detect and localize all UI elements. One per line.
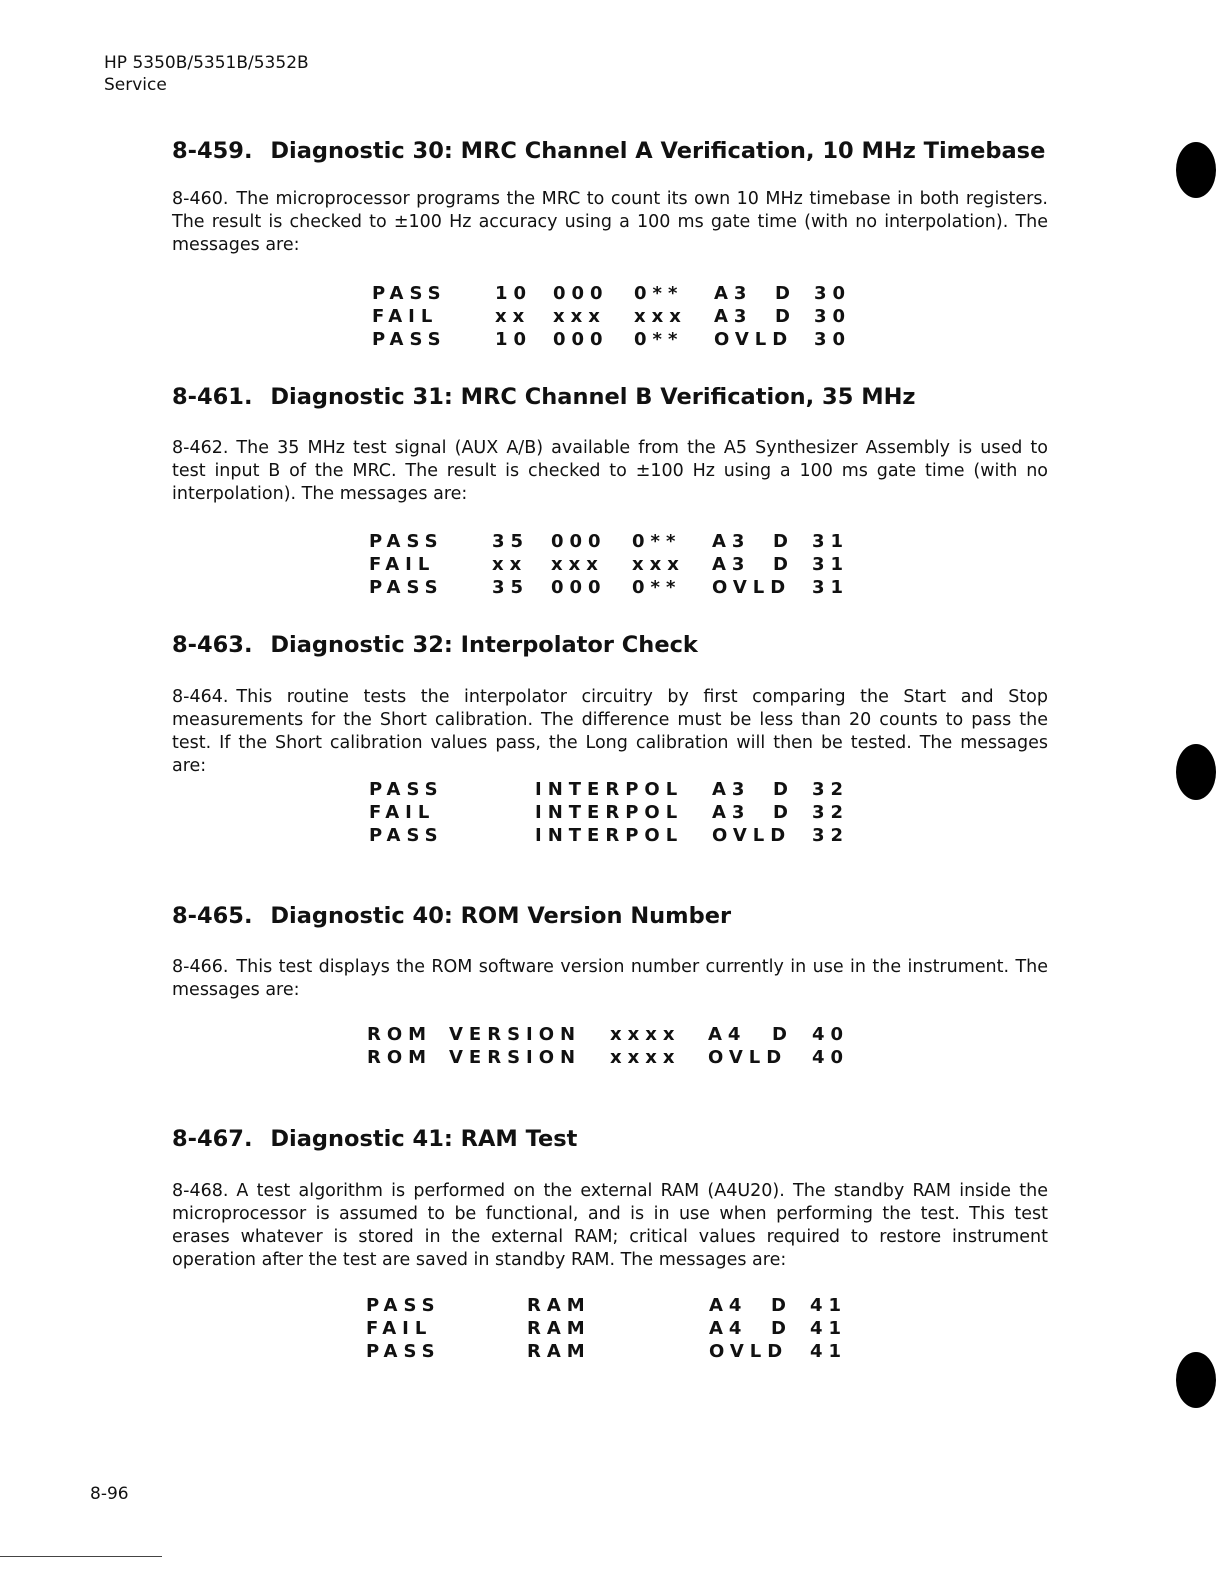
message-cell: A3 <box>714 283 753 304</box>
message-cell: 000 <box>551 577 607 598</box>
message-cell: 40 <box>812 1024 850 1045</box>
section-title: Diagnostic 41: RAM Test <box>270 1126 578 1152</box>
section-paragraph <box>172 188 1048 257</box>
message-cell: OVLD <box>714 329 794 350</box>
message-cell: D <box>775 283 796 304</box>
message-cell: RAM <box>527 1295 591 1316</box>
message-cell: 000 <box>551 531 607 552</box>
message-cell: INTERPOL <box>535 825 684 846</box>
message-cell: ROM <box>367 1047 433 1068</box>
section-heading <box>172 1126 577 1152</box>
message-cell: A3 <box>712 531 751 552</box>
message-cell: FAIL <box>369 554 436 575</box>
message-cell: 30 <box>814 329 852 350</box>
message-cell: 30 <box>814 306 852 327</box>
message-cell: PASS <box>369 825 444 846</box>
message-cell: 31 <box>812 554 850 575</box>
message-cell: A3 <box>712 779 751 800</box>
section-heading <box>172 138 1045 164</box>
message-cell: D <box>773 531 794 552</box>
message-cell: INTERPOL <box>535 802 684 823</box>
message-cell: PASS <box>366 1295 441 1316</box>
message-cell: 32 <box>812 825 850 846</box>
paragraph-text: The 35 MHz test signal (AUX A/B) available from the A5 Synthesizer Assembly is used to test input B of the MRC. The result is checked to ±100 Hz using a 100 ms gate time (with no interpolation). The messages are: <box>172 438 1048 504</box>
message-cell: 32 <box>812 802 850 823</box>
section-paragraph <box>172 686 1048 778</box>
message-cell: xxxx <box>610 1024 681 1045</box>
message-cell: RAM <box>527 1341 591 1362</box>
message-cell: 32 <box>812 779 850 800</box>
paragraph-number: 8-466. <box>172 957 229 977</box>
message-cell: xx <box>492 554 528 575</box>
message-cell: OVLD <box>712 577 792 598</box>
message-cell: 35 <box>492 531 530 552</box>
message-cell: PASS <box>369 577 444 598</box>
message-cell: INTERPOL <box>535 779 684 800</box>
paragraph-text: The microprocessor programs the MRC to count its own 10 MHz timebase in both registers. The result is checked to ±100 Hz accuracy using a 100 ms gate time (with no interpolation). The messages are: <box>172 189 1048 255</box>
message-cell: VERSION <box>449 1047 582 1068</box>
message-cell: 40 <box>812 1047 850 1068</box>
message-cell: OVLD <box>709 1341 789 1362</box>
section-number: 8-463. <box>172 632 253 658</box>
message-cell: xxx <box>634 306 687 327</box>
binder-hole-mark <box>1176 1352 1216 1408</box>
paragraph-number: 8-468. <box>172 1181 229 1201</box>
section-paragraph <box>172 956 1048 1002</box>
message-cell: 41 <box>810 1295 848 1316</box>
paragraph-number: 8-460. <box>172 189 229 209</box>
section-title: Diagnostic 30: MRC Channel A Verification, 10 MHz Timebase <box>270 138 1046 164</box>
message-cell: A4 <box>708 1024 747 1045</box>
section-title: Diagnostic 40: ROM Version Number <box>270 903 732 929</box>
message-cell: 31 <box>812 531 850 552</box>
message-cell: PASS <box>369 531 444 552</box>
message-cell: D <box>773 779 794 800</box>
message-cell: PASS <box>366 1341 441 1362</box>
message-cell: 31 <box>812 577 850 598</box>
message-cell: A4 <box>709 1295 748 1316</box>
message-cell: A3 <box>712 554 751 575</box>
message-cell: A4 <box>709 1318 748 1339</box>
message-cell: 10 <box>495 329 533 350</box>
message-cell: 000 <box>553 329 609 350</box>
section-number: 8-467. <box>172 1126 253 1152</box>
header-model: HP 5350B/5351B/5352B <box>104 53 309 73</box>
message-cell: 0** <box>632 531 682 552</box>
message-cell: xxx <box>553 306 606 327</box>
message-cell: RAM <box>527 1318 591 1339</box>
message-cell: OVLD <box>708 1047 788 1068</box>
message-cell: FAIL <box>369 802 436 823</box>
footer-rule <box>0 1556 162 1557</box>
message-cell: D <box>775 306 796 327</box>
message-cell: 0** <box>632 577 682 598</box>
message-cell: 30 <box>814 283 852 304</box>
message-cell: D <box>773 802 794 823</box>
message-cell: 10 <box>495 283 533 304</box>
message-cell: FAIL <box>372 306 439 327</box>
section-heading <box>172 903 731 929</box>
message-cell: D <box>771 1295 792 1316</box>
section-paragraph <box>172 1180 1048 1272</box>
page-number: 8-96 <box>90 1484 129 1504</box>
message-cell: PASS <box>369 779 444 800</box>
message-cell: 0** <box>634 283 684 304</box>
message-cell: A3 <box>712 802 751 823</box>
paragraph-text: This test displays the ROM software version number currently in use in the instrument. The messages are: <box>172 957 1048 1000</box>
message-cell: ROM <box>367 1024 433 1045</box>
section-number: 8-461. <box>172 384 253 410</box>
message-cell: 000 <box>553 283 609 304</box>
message-cell: xxx <box>632 554 685 575</box>
paragraph-number: 8-462. <box>172 438 229 458</box>
message-cell: 41 <box>810 1318 848 1339</box>
section-title: Diagnostic 32: Interpolator Check <box>270 632 698 658</box>
message-cell: xxxx <box>610 1047 681 1068</box>
section-heading <box>172 384 916 410</box>
header-section: Service <box>104 75 167 95</box>
message-cell: xx <box>495 306 531 327</box>
paragraph-number: 8-464. <box>172 687 229 707</box>
message-cell: PASS <box>372 329 447 350</box>
message-cell: FAIL <box>366 1318 433 1339</box>
message-cell: D <box>772 1024 793 1045</box>
message-cell: 0** <box>634 329 684 350</box>
paragraph-text: A test algorithm is performed on the external RAM (A4U20). The standby RAM inside the microprocessor is assumed to be functional, and is in use when performing the test. This test erases whatever is stored in the external RAM; critical values required to restore instrument operation after the test are saved in standby RAM. The messages are: <box>172 1181 1048 1270</box>
message-cell: OVLD <box>712 825 792 846</box>
binder-hole-mark <box>1176 744 1216 800</box>
running-header <box>104 52 309 96</box>
message-cell: VERSION <box>449 1024 582 1045</box>
section-paragraph <box>172 437 1048 506</box>
section-heading <box>172 632 698 658</box>
message-cell: xxx <box>551 554 604 575</box>
message-cell: 35 <box>492 577 530 598</box>
message-cell: D <box>771 1318 792 1339</box>
message-cell: 41 <box>810 1341 848 1362</box>
message-cell: PASS <box>372 283 447 304</box>
binder-hole-mark <box>1176 142 1216 198</box>
section-number: 8-459. <box>172 138 253 164</box>
message-cell: A3 <box>714 306 753 327</box>
message-cell: D <box>773 554 794 575</box>
section-title: Diagnostic 31: MRC Channel B Verification, 35 MHz <box>270 384 916 410</box>
section-number: 8-465. <box>172 903 253 929</box>
paragraph-text: This routine tests the interpolator circuitry by first comparing the Start and Stop measurements for the Short calibration. The difference must be less than 20 counts to pass the test. If the Short calibration values pass, the Long calibration will then be tested. The messages are: <box>172 687 1048 776</box>
